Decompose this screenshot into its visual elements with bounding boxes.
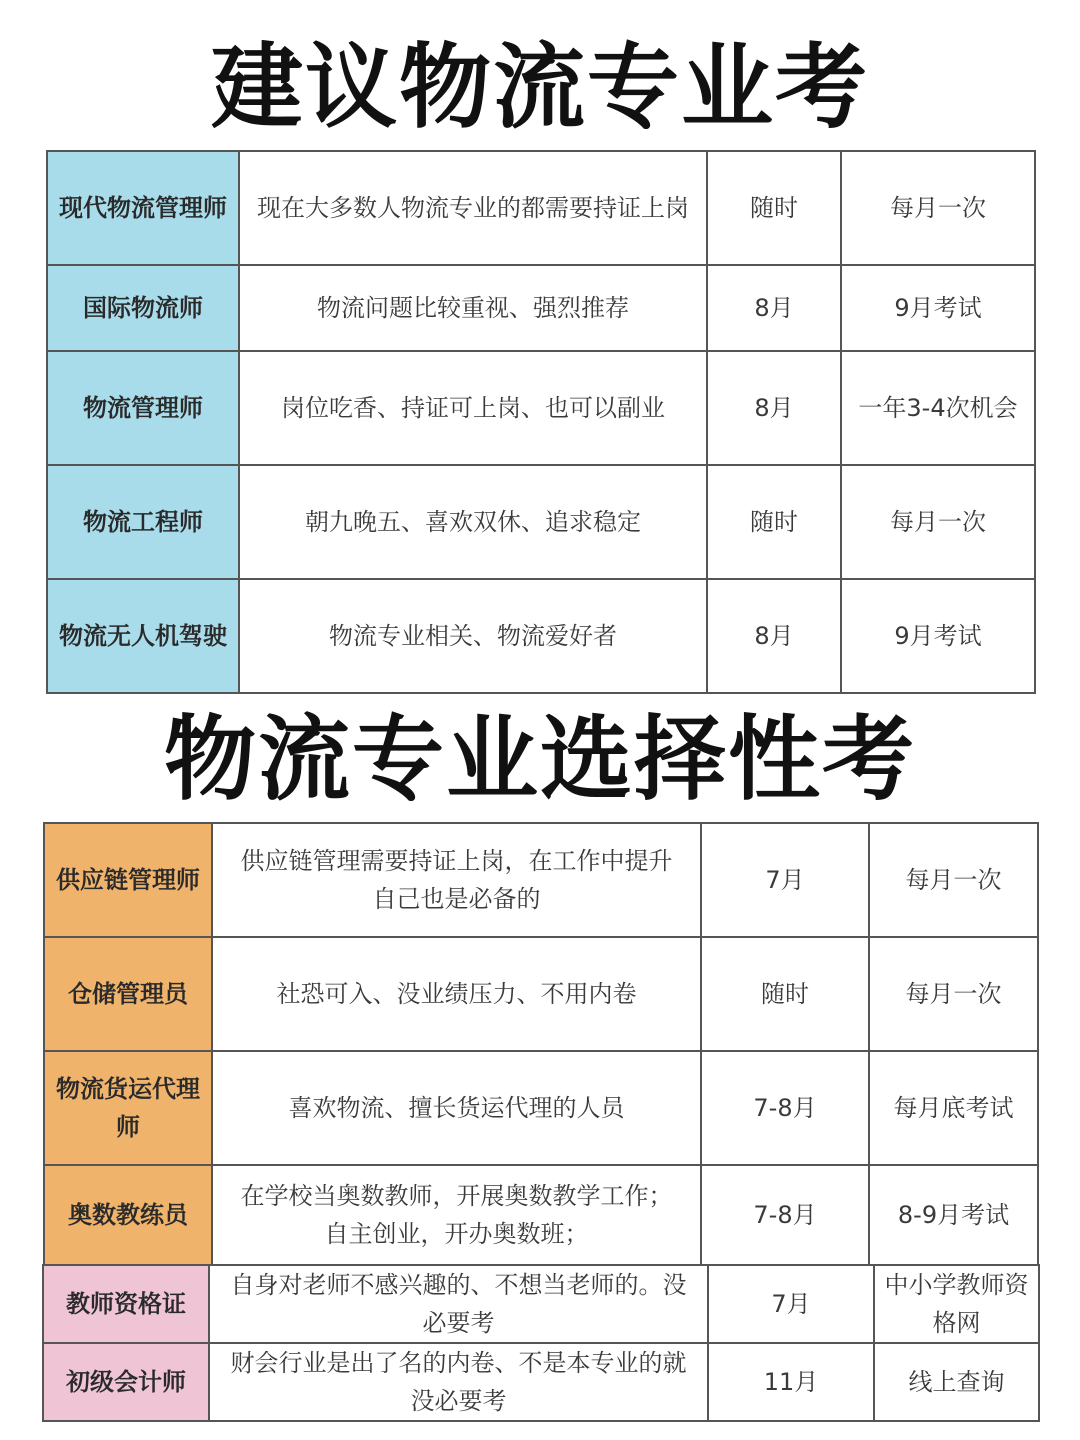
table-row	[44, 1165, 1038, 1265]
cert-desc: 现在大多数人物流专业的都需要持证上岗	[239, 151, 707, 265]
table-row	[44, 823, 1038, 937]
table-row	[47, 265, 1035, 351]
table-row	[43, 1343, 1039, 1421]
cert-name: 物流管理师	[47, 351, 239, 465]
cert-time: 7-8月	[701, 1165, 869, 1265]
cert-name: 物流无人机驾驶	[47, 579, 239, 693]
cert-time: 随时	[701, 937, 869, 1051]
cert-desc: 物流问题比较重视、强烈推荐	[239, 265, 707, 351]
cert-time: 8月	[707, 265, 841, 351]
cert-exam: 9月考试	[841, 265, 1035, 351]
cert-name: 物流工程师	[47, 465, 239, 579]
cert-desc: 在学校当奥数教师，开展奥数教学工作；自主创业，开办奥数班；	[212, 1165, 701, 1265]
cert-exam: 9月考试	[841, 579, 1035, 693]
cert-desc: 物流专业相关、物流爱好者	[239, 579, 707, 693]
cert-desc: 供应链管理需要持证上岗，在工作中提升自己也是必备的	[212, 823, 701, 937]
table-row	[43, 1265, 1039, 1343]
cert-name: 教师资格证	[43, 1265, 209, 1343]
cert-time: 随时	[707, 465, 841, 579]
cert-time: 7月	[701, 823, 869, 937]
cert-desc: 社恐可入、没业绩压力、不用内卷	[212, 937, 701, 1051]
cert-exam: 每月一次	[869, 937, 1038, 1051]
recommended-cert-table	[46, 150, 1036, 694]
cert-exam: 一年3-4次机会	[841, 351, 1035, 465]
cert-exam: 中小学教师资格网	[874, 1265, 1039, 1343]
cert-time: 随时	[707, 151, 841, 265]
cert-exam: 线上查询	[874, 1343, 1039, 1421]
cert-name: 仓储管理员	[44, 937, 212, 1051]
cert-name: 国际物流师	[47, 265, 239, 351]
cert-name: 初级会计师	[43, 1343, 209, 1421]
cert-name: 供应链管理师	[44, 823, 212, 937]
table-row	[47, 151, 1035, 265]
table-row	[47, 351, 1035, 465]
not-necessary-cert-table	[42, 1264, 1040, 1422]
cert-time: 8月	[707, 351, 841, 465]
cert-exam: 每月一次	[841, 151, 1035, 265]
cert-desc: 财会行业是出了名的内卷、不是本专业的就没必要考	[209, 1343, 708, 1421]
cert-name: 现代物流管理师	[47, 151, 239, 265]
cert-name: 物流货运代理师	[44, 1051, 212, 1165]
cert-time: 7-8月	[701, 1051, 869, 1165]
cert-desc: 岗位吃香、持证可上岗、也可以副业	[239, 351, 707, 465]
title-recommended: 建议物流专业考	[210, 34, 869, 141]
table-row	[44, 1051, 1038, 1165]
table-row	[47, 465, 1035, 579]
table-row	[44, 937, 1038, 1051]
cert-exam: 每月底考试	[869, 1051, 1038, 1165]
cert-desc: 喜欢物流、擅长货运代理的人员	[212, 1051, 701, 1165]
cert-exam: 每月一次	[869, 823, 1038, 937]
title-optional: 物流专业选择性考	[163, 706, 916, 813]
cert-name: 奥数教练员	[44, 1165, 212, 1265]
cert-desc: 朝九晚五、喜欢双休、追求稳定	[239, 465, 707, 579]
optional-cert-table	[43, 822, 1039, 1266]
table-row	[47, 579, 1035, 693]
cert-exam: 每月一次	[841, 465, 1035, 579]
cert-exam: 8-9月考试	[869, 1165, 1038, 1265]
cert-time: 11月	[708, 1343, 874, 1421]
cert-time: 7月	[708, 1265, 874, 1343]
cert-time: 8月	[707, 579, 841, 693]
cert-desc: 自身对老师不感兴趣的、不想当老师的。没必要考	[209, 1265, 708, 1343]
